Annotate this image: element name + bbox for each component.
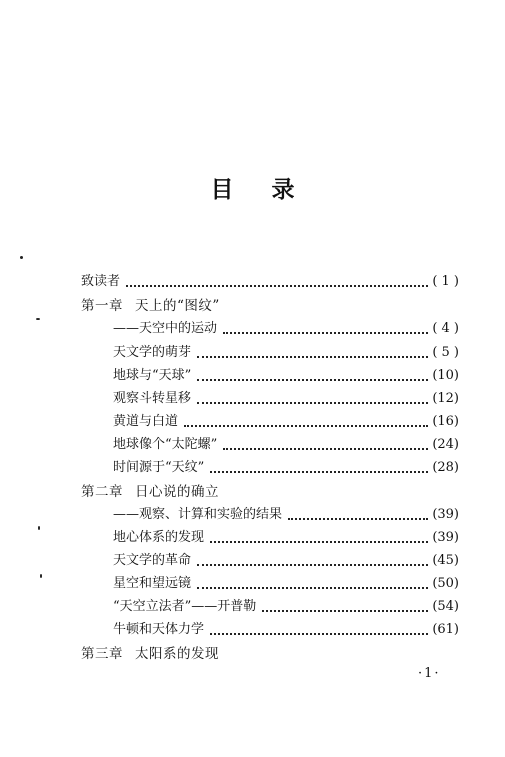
leader-dots (288, 518, 428, 520)
leader-dots (210, 471, 428, 473)
toc-entry-label: 星空和望远镜 (113, 576, 192, 591)
leader-dots (223, 448, 428, 450)
toc-entry-label: 地球与“天球” (113, 368, 192, 383)
chapter-title: 天上的“图纹” (135, 298, 220, 314)
scan-speck (38, 526, 40, 530)
toc-entry[interactable] (113, 345, 459, 361)
toc-page-number: (16) (432, 414, 459, 429)
leader-dots (197, 564, 428, 566)
toc-entry[interactable] (113, 391, 459, 407)
leader-dots (197, 402, 428, 404)
chapter-title: 太阳系的发现 (135, 646, 219, 662)
title-char-2: 录 (271, 176, 295, 203)
leader-dots (197, 587, 428, 589)
toc-page-number: (28) (432, 460, 459, 475)
footer-page-number: ·1· (418, 666, 441, 681)
toc-entry[interactable] (113, 530, 459, 546)
chapter-number: 第二章 (81, 484, 123, 500)
toc-entry-label: 天文学的萌芽 (113, 345, 192, 360)
toc-page-number: (45) (432, 553, 459, 568)
toc-page-number: (12) (432, 391, 459, 406)
toc-page-number: ( 5 ) (432, 345, 459, 360)
toc-entry[interactable] (113, 507, 459, 523)
toc-entry[interactable] (113, 414, 459, 430)
chapter-number: 第一章 (81, 298, 123, 314)
toc-entry[interactable] (113, 437, 459, 453)
toc-entry[interactable] (113, 599, 459, 615)
chapter-title: 日心说的确立 (135, 484, 219, 500)
leader-dots (210, 633, 428, 635)
toc-page-number: ( 1 ) (432, 274, 459, 289)
toc-page-number: (50) (432, 576, 459, 591)
toc-entry-label: 黄道与白道 (113, 414, 179, 429)
toc-entry-label: 牛顿和天体力学 (113, 622, 205, 637)
toc-entry-label: “天空立法者”——开普勒 (113, 599, 257, 614)
toc-page-number: ( 4 ) (432, 321, 459, 336)
page-title (0, 171, 505, 204)
toc-entry-label: ——天空中的运动 (113, 321, 218, 336)
toc-entry[interactable] (113, 368, 459, 384)
toc-entry[interactable] (113, 460, 459, 476)
toc-entry-label: 地心体系的发现 (113, 530, 205, 545)
leader-dots (197, 379, 428, 381)
toc-entry-label: 地球像个“太陀螺” (113, 437, 218, 452)
toc-page-number: (10) (432, 368, 459, 383)
leader-dots (197, 356, 428, 358)
toc-entry-label: 观察斗转星移 (113, 391, 192, 406)
toc-entry-label: 时间源于“天纹” (113, 460, 205, 475)
scan-speck (20, 256, 23, 259)
toc-entry[interactable] (113, 622, 459, 638)
toc-chapter-2[interactable] (81, 484, 219, 500)
toc-page-number: (39) (432, 507, 459, 522)
leader-dots (210, 541, 428, 543)
toc-entry[interactable] (113, 576, 459, 592)
toc-page-number: (61) (432, 622, 459, 637)
toc-entry-label: 致读者 (81, 274, 121, 289)
toc-chapter-3[interactable] (81, 646, 219, 662)
toc-page-number: (24) (432, 437, 459, 452)
toc-entry-label: 天文学的革命 (113, 553, 192, 568)
scan-speck (40, 574, 42, 578)
toc-entry-label: ——观察、计算和实验的结果 (113, 507, 283, 522)
scan-speck (36, 318, 40, 320)
toc-page-number: (54) (432, 599, 459, 614)
leader-dots (184, 425, 428, 427)
leader-dots (262, 610, 428, 612)
toc-entry[interactable] (113, 553, 459, 569)
chapter-number: 第三章 (81, 646, 123, 662)
toc-entry[interactable] (113, 321, 459, 337)
leader-dots (126, 285, 428, 287)
leader-dots (223, 332, 428, 334)
toc-entry-preface[interactable] (81, 274, 459, 290)
toc-chapter-1[interactable] (81, 298, 220, 314)
toc-page-number: (39) (432, 530, 459, 545)
title-char-1: 目 (210, 176, 234, 203)
